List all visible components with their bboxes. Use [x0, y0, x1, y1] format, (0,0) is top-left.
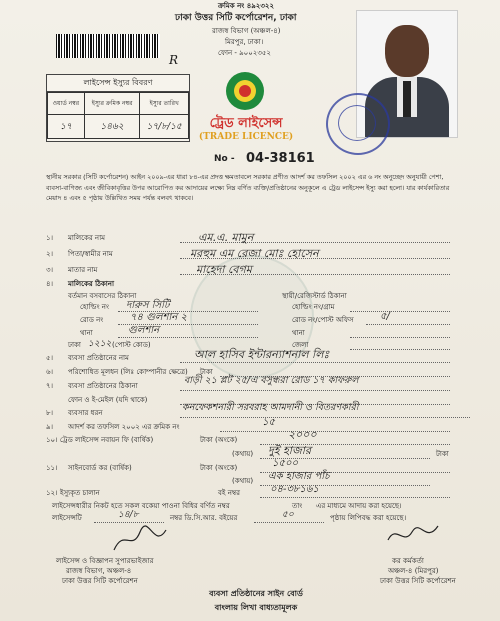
dhaka-value: ১২১২ [88, 339, 112, 349]
field-9-label: আদর্শ কর তফসিল ২০০২ এর ক্রমিক নং [68, 423, 180, 431]
field-3-label: মাতার নাম [68, 266, 98, 274]
tax-schedule-no: ১৫ [262, 417, 275, 428]
licence-no-value: 04-38161 [246, 151, 315, 166]
licence-fee-figure: ২০০০ [288, 428, 317, 441]
field-1-num: ১। [46, 234, 54, 242]
copy-mark: R [169, 53, 179, 67]
father-name: মরহুম এম রেজা মোঃ হোসেন [190, 247, 319, 260]
issue-table [47, 92, 189, 139]
office-name: রাজস্ব বিভাগ (অঞ্চল-৪) [212, 27, 281, 35]
licence-title-en: (TRADE LICENCE) [198, 132, 294, 142]
office-area: মিরপুর, ঢাকা। [225, 38, 264, 46]
signboard-words-label: (কথায়) [232, 477, 254, 485]
footer-line2b: ১৪/৮ [118, 510, 139, 520]
field-5-num: ৫। [46, 354, 54, 362]
phone-email-label: ফোন ও ই-মেইল (যদি থাকে) [68, 396, 148, 404]
district-label: জেলা [292, 341, 309, 349]
right-signature [384, 520, 444, 556]
footer-line2c: নম্বর ডি.সি.আর. বইয়ের [170, 514, 238, 522]
office-phone: ফোন - ৯০০২৩৫২ [218, 49, 271, 57]
post-code-label: (পোস্ট কোড) [112, 341, 151, 349]
book-no-label: বই নম্বর [218, 489, 240, 497]
signboard-num: ১১। [46, 464, 58, 472]
holding-label: হোল্ডিং নং [80, 303, 109, 311]
business-address: বাড়ী ২১ প্লট ২৫/এ বসুন্ধরা রোড ১৭ কাফরুল [184, 375, 359, 386]
barcode [56, 34, 160, 58]
value-ward: ১৭ [48, 115, 85, 139]
licence-fee-words: দুই হাজার [268, 444, 312, 457]
holding-value: দারুস সিটি [126, 300, 170, 311]
signboard-figure: ১৫০০ [272, 458, 298, 469]
left-sign-title: লাইসেন্স ও বিজ্ঞাপন সুপারভাইজার [56, 557, 154, 565]
field-5-label: ব্যবসা প্রতিষ্ঠানের নাম [68, 354, 129, 362]
left-sign-sub: রাজস্ব বিভাগ, অঞ্চল-৪ [66, 567, 132, 575]
challan-label: ১২। ইস্যুকৃত চালান [46, 489, 100, 497]
business-type: কনফেকশনারী সরবরাহ আমদানী ও বিতরণকারী [182, 402, 359, 413]
issue-details-box [46, 74, 190, 142]
field-4-label: মালিকের ঠিকানা [68, 280, 115, 288]
org-name: ঢাকা উত্তর সিটি কর্পোরেশন, ঢাকা [175, 13, 297, 23]
footer-line2d: পৃষ্ঠায় লিপিবদ্ধ করা হয়েছে। [330, 514, 407, 522]
col-date: ইস্যুর তারিখ [140, 93, 189, 115]
holding-village-label: হোল্ডিং নং/গ্রাম [292, 303, 335, 311]
dhaka-label: ঢাকা [68, 341, 81, 349]
right-sign-sub: অঞ্চল-৪ (মিরপুর) [388, 567, 439, 575]
field-8-num: ৮। [46, 409, 54, 417]
field-7-label: ব্যবসা প্রতিষ্ঠানের ঠিকানা [68, 382, 138, 390]
mother-name: মাহেদা বেগম [196, 263, 252, 276]
licence-fee-label: ১০। ট্রেড লাইসেন্স নবায়ন ফি (বার্ষিক) [46, 436, 154, 444]
signboard-taka-label: টাকা (অংকে) [200, 464, 238, 472]
licence-no-label: No - [214, 154, 235, 164]
left-sign-org: ঢাকা উত্তর সিটি কর্পোরেশন [62, 577, 138, 585]
signboard-notice-2: বাংলায় লিখা বাধ্যতামূলক [214, 603, 298, 612]
footer-line1b: তাং [292, 502, 303, 510]
field-1-label: মালিকের নাম [68, 234, 106, 242]
fee-taka-label: টাকা (অংকে) [200, 436, 238, 444]
field-2-label: পিতা/স্বামীর নাম [68, 250, 113, 258]
capital-taka: টাকা [200, 368, 213, 376]
footer-page-no: ৫০ [282, 510, 294, 520]
licence-title-bn: ট্রেড লাইসেন্স [209, 116, 283, 131]
official-stamp [326, 93, 390, 155]
fee-words-label: (কথায়) [232, 450, 254, 458]
thana2-label: থানা [292, 329, 305, 337]
permanent-address-label: স্থায়ী/রেজিস্টার্ড ঠিকানা [282, 292, 347, 300]
field-9-num: ৯। [46, 423, 54, 431]
right-sign-title: কর কর্মকর্তা [392, 557, 424, 565]
field-8-label: ব্যবসার ধরন [68, 409, 103, 417]
serial-top: ক্রমিক নং ৪৯২৩২২ [218, 2, 274, 10]
col-ward: ওয়ার্ড নম্বর [48, 93, 85, 115]
challan-value: ০৪-৩৮১৬১ [270, 484, 319, 495]
left-signature [110, 522, 170, 558]
right-sign-org: ঢাকা উত্তর সিটি কর্পোরেশন [380, 577, 456, 585]
fee-taka-suffix: টাকা [436, 450, 449, 458]
thana-label: থানা [80, 329, 93, 337]
thana-value: গুলশান [128, 325, 160, 336]
road-post-value: ৫/ [380, 311, 390, 322]
footer-line1c: এর মাধ্যমে আদায় করা হয়েছে। [316, 502, 402, 510]
footer-line2a: লাইসেন্সটি [52, 514, 82, 522]
col-serial: ইস্যুর ক্রমিক নম্বর [84, 93, 140, 115]
value-serial: ১৪৬২ [84, 115, 140, 139]
present-address-label: বর্তমান বসবাসের ঠিকানা [68, 292, 137, 300]
intro-paragraph: স্থানীয় সরকার (সিটি কর্পোরেশন) আইন ২০০৯-এর ধারা ৮৪-এর প্রদত্ত ক্ষমতাবলে সরকার প্রণীত আদর্শ কর তফসিল ২০০২ এর ৬ নং অনুচ্ছেদ অনুযায়ী পেশা, ব্যবসা-বাণিজ্য এবং জীবিকাবৃত্তির উপর আরোপিত কর আদায়ের লক্ষ্যে নিম্ন বর্ণিত ব্যক্তি/প্রতিষ্ঠানের অনুকূলে এ ট্রেড লাইসেন্স ইস্যু করা হলো। যার কার্যকারিতার মেয়াদ ৪ এবং ৫ পৃষ্ঠায় উল্লিখিত সময় পর্যন্ত বলবৎ থাকবে। [46, 173, 450, 202]
owner-name: এম.এ. মামুন [198, 231, 254, 244]
field-4-num: ৪। [46, 280, 54, 288]
field-3-num: ৩। [46, 266, 54, 274]
field-6-num: ৬। [46, 368, 54, 376]
business-name: আল হাসিব ইন্টারন্যাশনাল লিঃ [194, 348, 330, 361]
field-6-label: পরিশোধিত মূলধন (লিঃ কোম্পানীর ক্ষেত্রে) [68, 368, 188, 376]
signboard-words: এক হাজার পাঁচ [268, 471, 330, 482]
field-7-num: ৭। [46, 382, 54, 390]
road-post-label: রোড নং/পোস্ট অফিস [292, 316, 354, 324]
signboard-notice-1: ব্যবসা প্রতিষ্ঠানের সাইন বোর্ড [209, 589, 303, 598]
issue-box-title: লাইসেন্স ইস্যুর বিবরণ [47, 75, 189, 92]
value-date: ১৭/৮/১৫ [140, 115, 189, 139]
footer-line1: লাইসেন্সধারীর নিকট হতে সকল বকেয়া পাওনা বিধির বর্ণিত নম্বর [52, 502, 230, 510]
road-label: রোড নং [80, 316, 104, 324]
city-corporation-logo [226, 72, 264, 110]
signboard-label: সাইনবোর্ড কর (বার্ষিক) [68, 464, 132, 472]
road-value: ৭৪ গুলশান ২ [130, 312, 187, 323]
field-2-num: ২। [46, 250, 54, 258]
